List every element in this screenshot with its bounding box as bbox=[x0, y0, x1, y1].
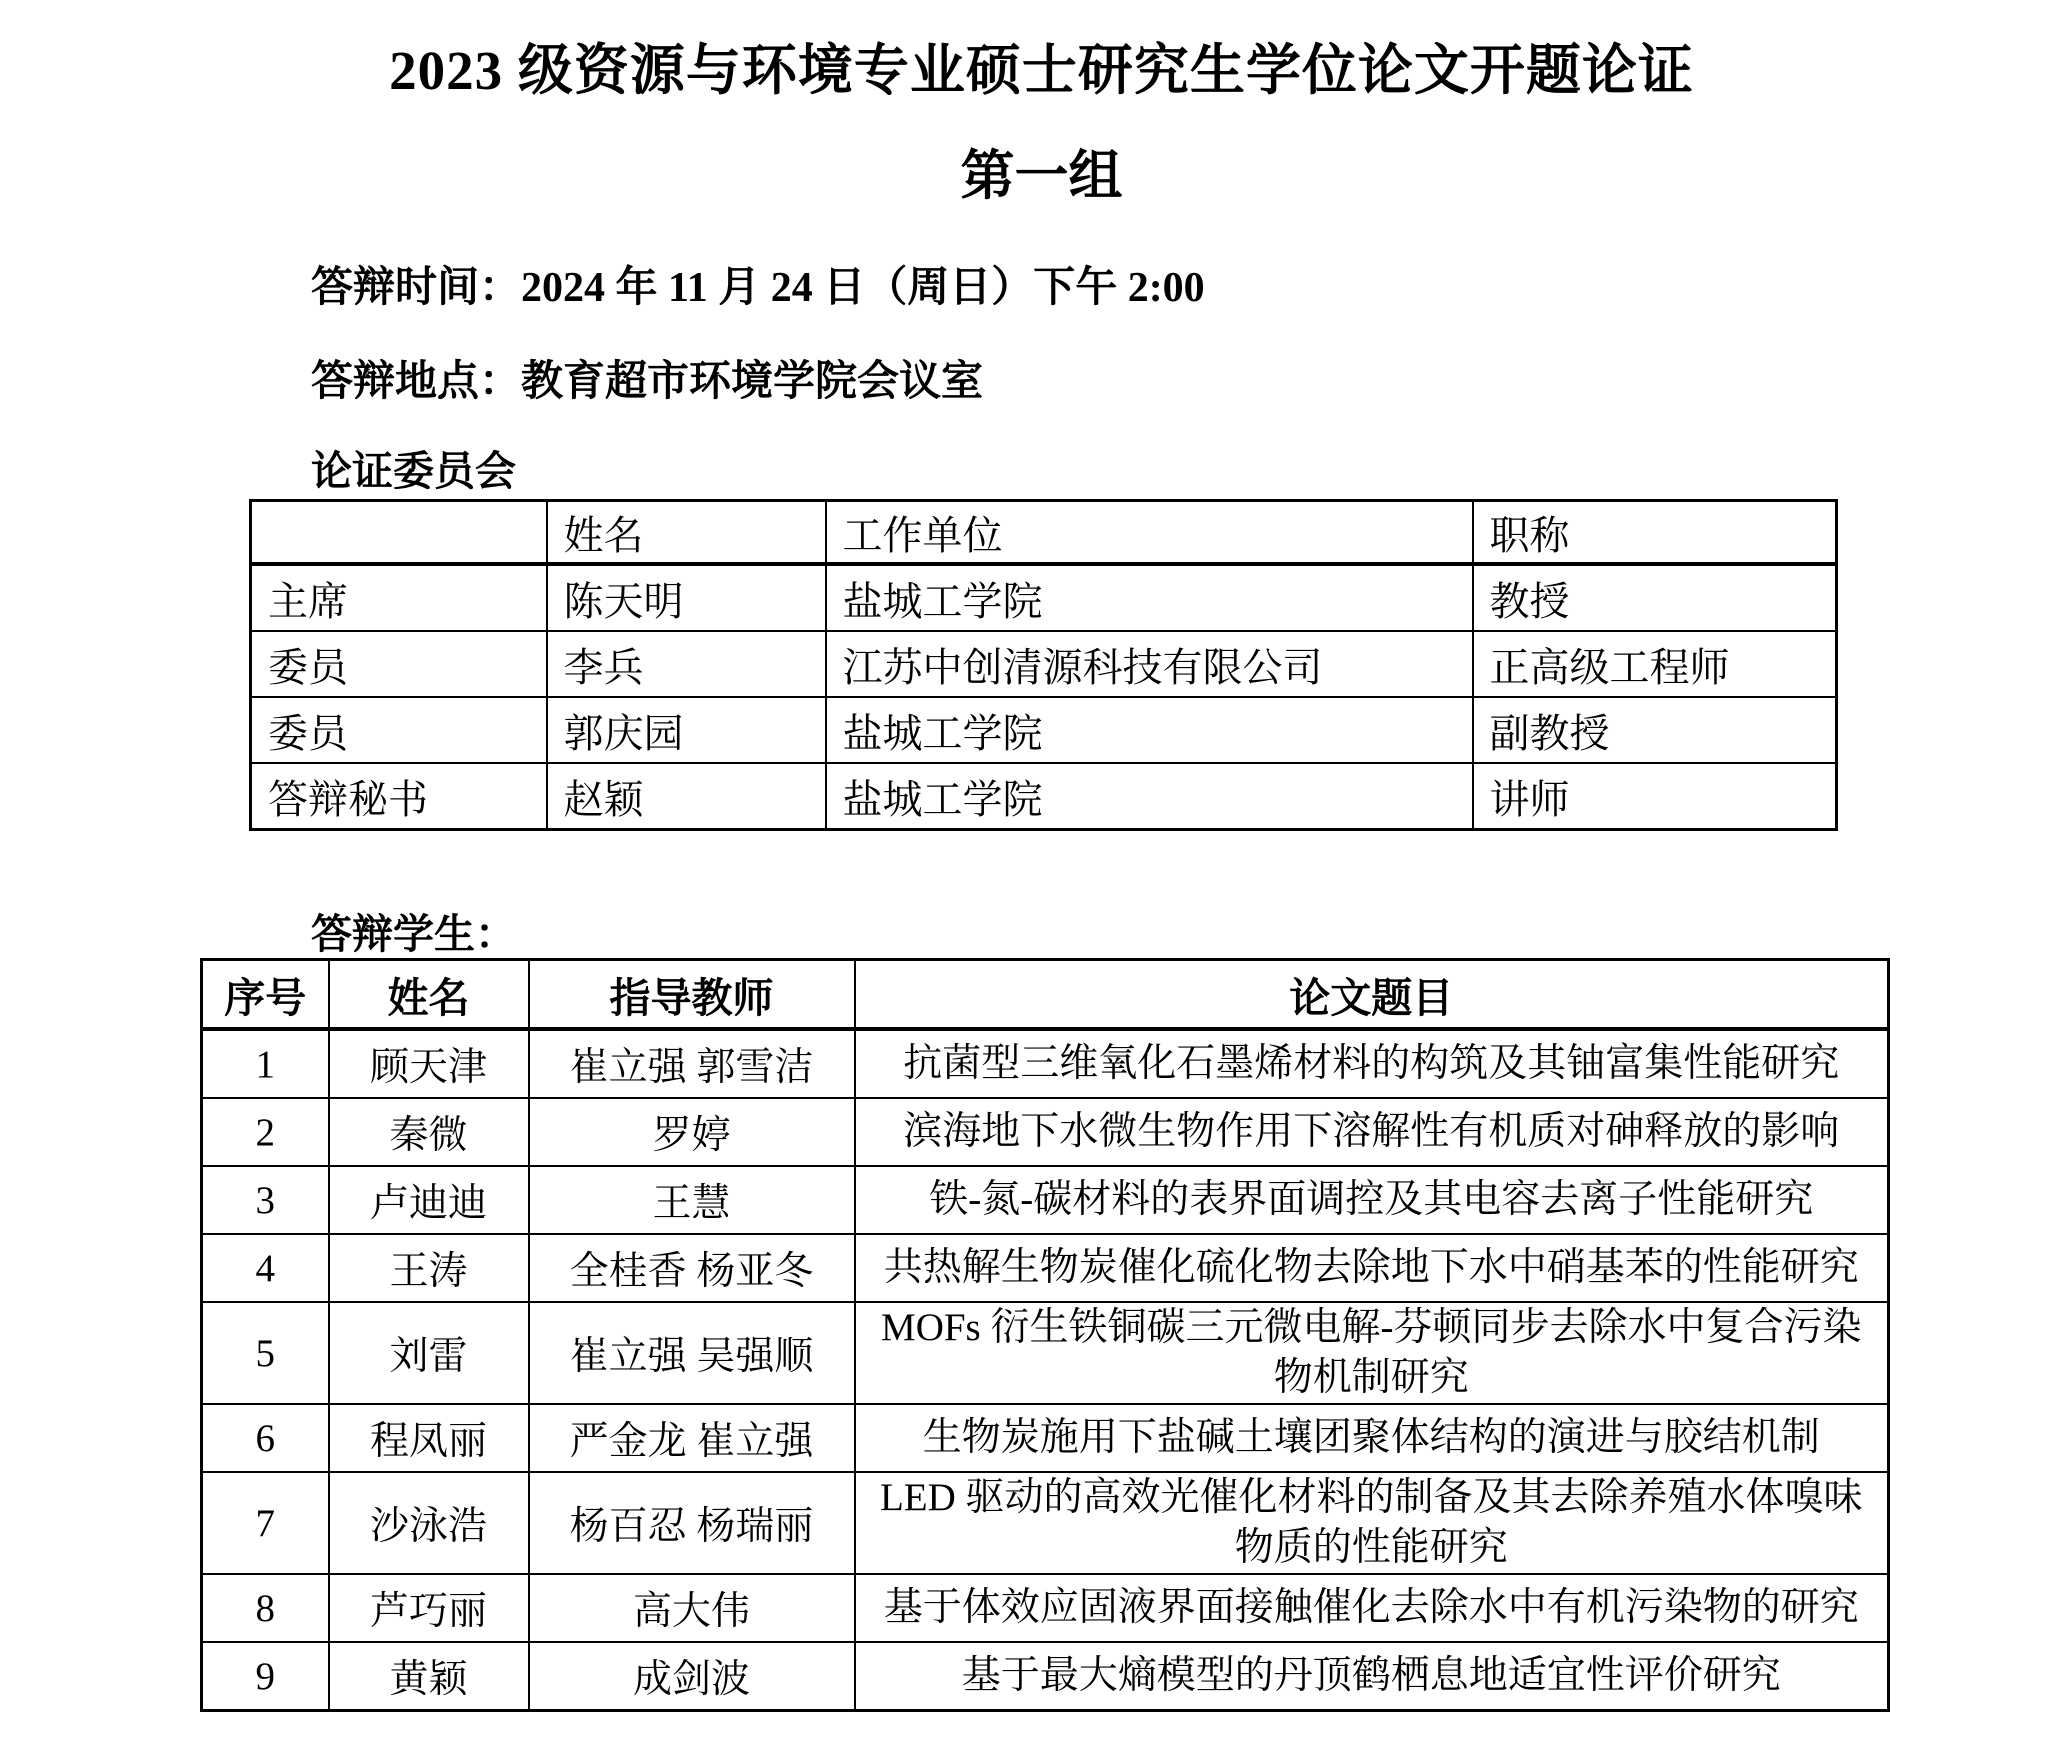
table-row bbox=[202, 1234, 1889, 1302]
committee-cell-name: 赵颖 bbox=[547, 763, 826, 830]
student-cell-advisors: 王慧 bbox=[529, 1166, 855, 1234]
committee-cell-name: 李兵 bbox=[547, 631, 826, 697]
committee-header-title: 职称 bbox=[1473, 501, 1837, 565]
student-cell-name: 秦微 bbox=[329, 1098, 529, 1166]
committee-cell-name: 陈天明 bbox=[547, 564, 826, 631]
student-cell-no: 9 bbox=[202, 1642, 329, 1711]
students-header-name: 姓名 bbox=[329, 960, 529, 1030]
students-header-no: 序号 bbox=[202, 960, 329, 1030]
student-cell-thesis: MOFs 衍生铁铜碳三元微电解-芬顿同步去除水中复合污染物机制研究 bbox=[855, 1302, 1889, 1404]
student-cell-no: 6 bbox=[202, 1404, 329, 1472]
table-row bbox=[251, 564, 1837, 631]
defense-place-line bbox=[311, 348, 983, 408]
student-cell-advisors: 全桂香 杨亚冬 bbox=[529, 1234, 855, 1302]
student-cell-no: 1 bbox=[202, 1029, 329, 1098]
students-header-advisors: 指导教师 bbox=[529, 960, 855, 1030]
table-row bbox=[202, 1404, 1889, 1472]
students-section-title: 答辩学生： bbox=[311, 911, 516, 957]
student-cell-advisors: 杨百忍 杨瑞丽 bbox=[529, 1472, 855, 1574]
student-cell-name: 卢迪迪 bbox=[329, 1166, 529, 1234]
page-title: 2023 级资源与环境专业硕士研究生学位论文开题论证 bbox=[389, 40, 1694, 101]
student-cell-thesis: 基于体效应固液界面接触催化去除水中有机污染物的研究 bbox=[855, 1574, 1889, 1642]
committee-cell-title: 讲师 bbox=[1473, 763, 1837, 830]
committee-cell-organization: 盐城工学院 bbox=[826, 697, 1473, 763]
student-cell-thesis: 共热解生物炭催化硫化物去除地下水中硝基苯的性能研究 bbox=[855, 1234, 1889, 1302]
student-cell-name: 黄颖 bbox=[329, 1642, 529, 1711]
committee-cell-role: 委员 bbox=[251, 631, 547, 697]
committee-cell-organization: 江苏中创清源科技有限公司 bbox=[826, 631, 1473, 697]
committee-header-organization: 工作单位 bbox=[826, 501, 1473, 565]
student-cell-thesis: 铁-氮-碳材料的表界面调控及其电容去离子性能研究 bbox=[855, 1166, 1889, 1234]
table-row bbox=[202, 1098, 1889, 1166]
committee-cell-title: 教授 bbox=[1473, 564, 1837, 631]
student-cell-thesis: 抗菌型三维氧化石墨烯材料的构筑及其铀富集性能研究 bbox=[855, 1029, 1889, 1098]
table-row bbox=[251, 631, 1837, 697]
committee-cell-role: 委员 bbox=[251, 697, 547, 763]
committee-cell-role: 答辩秘书 bbox=[251, 763, 547, 830]
committee-table bbox=[249, 499, 1838, 831]
table-row bbox=[251, 763, 1837, 830]
committee-cell-role: 主席 bbox=[251, 564, 547, 631]
table-row bbox=[202, 1029, 1889, 1098]
group-title: 第一组 bbox=[960, 146, 1123, 206]
student-cell-advisors: 成剑波 bbox=[529, 1642, 855, 1711]
table-row bbox=[202, 1642, 1889, 1711]
committee-cell-organization: 盐城工学院 bbox=[826, 763, 1473, 830]
student-cell-no: 3 bbox=[202, 1166, 329, 1234]
table-row bbox=[202, 1472, 1889, 1574]
table-row bbox=[202, 1166, 1889, 1234]
student-cell-name: 程凤丽 bbox=[329, 1404, 529, 1472]
student-cell-name: 芦巧丽 bbox=[329, 1574, 529, 1642]
committee-cell-name: 郭庆园 bbox=[547, 697, 826, 763]
committee-cell-organization: 盐城工学院 bbox=[826, 564, 1473, 631]
student-cell-thesis: LED 驱动的高效光催化材料的制备及其去除养殖水体嗅味物质的性能研究 bbox=[855, 1472, 1889, 1574]
student-cell-no: 7 bbox=[202, 1472, 329, 1574]
students-table bbox=[200, 958, 1890, 1712]
student-cell-no: 2 bbox=[202, 1098, 329, 1166]
student-cell-advisors: 罗婷 bbox=[529, 1098, 855, 1166]
committee-header-name: 姓名 bbox=[547, 501, 826, 565]
students-header-thesis: 论文题目 bbox=[855, 960, 1889, 1030]
defense-time-value: 2024 年 11 月 24 日（周日）下午 2:00 bbox=[521, 265, 1205, 311]
table-row bbox=[202, 1302, 1889, 1404]
student-cell-name: 刘雷 bbox=[329, 1302, 529, 1404]
defense-time-label: 答辩时间： bbox=[311, 265, 522, 311]
student-cell-no: 5 bbox=[202, 1302, 329, 1404]
defense-place-label: 答辩地点： bbox=[311, 359, 522, 405]
student-cell-thesis: 生物炭施用下盐碱土壤团聚体结构的演进与胶结机制 bbox=[855, 1404, 1889, 1472]
student-cell-no: 4 bbox=[202, 1234, 329, 1302]
student-cell-no: 8 bbox=[202, 1574, 329, 1642]
committee-header-role bbox=[251, 501, 547, 565]
table-row bbox=[202, 1574, 1889, 1642]
defense-place-value: 教育超市环境学院会议室 bbox=[521, 359, 984, 405]
committee-header-row bbox=[251, 501, 1837, 565]
student-cell-advisors: 崔立强 郭雪洁 bbox=[529, 1029, 855, 1098]
committee-cell-title: 副教授 bbox=[1473, 697, 1837, 763]
student-cell-name: 王涛 bbox=[329, 1234, 529, 1302]
student-cell-thesis: 滨海地下水微生物作用下溶解性有机质对砷释放的影响 bbox=[855, 1098, 1889, 1166]
students-header-row bbox=[202, 960, 1889, 1030]
student-cell-thesis: 基于最大熵模型的丹顶鹤栖息地适宜性评价研究 bbox=[855, 1642, 1889, 1711]
student-cell-advisors: 严金龙 崔立强 bbox=[529, 1404, 855, 1472]
student-cell-name: 沙泳浩 bbox=[329, 1472, 529, 1574]
student-cell-advisors: 高大伟 bbox=[529, 1574, 855, 1642]
committee-section-title: 论证委员会 bbox=[311, 448, 516, 494]
defense-time-line bbox=[311, 254, 1205, 314]
table-row bbox=[251, 697, 1837, 763]
student-cell-advisors: 崔立强 吴强顺 bbox=[529, 1302, 855, 1404]
committee-cell-title: 正高级工程师 bbox=[1473, 631, 1837, 697]
student-cell-name: 顾天津 bbox=[329, 1029, 529, 1098]
